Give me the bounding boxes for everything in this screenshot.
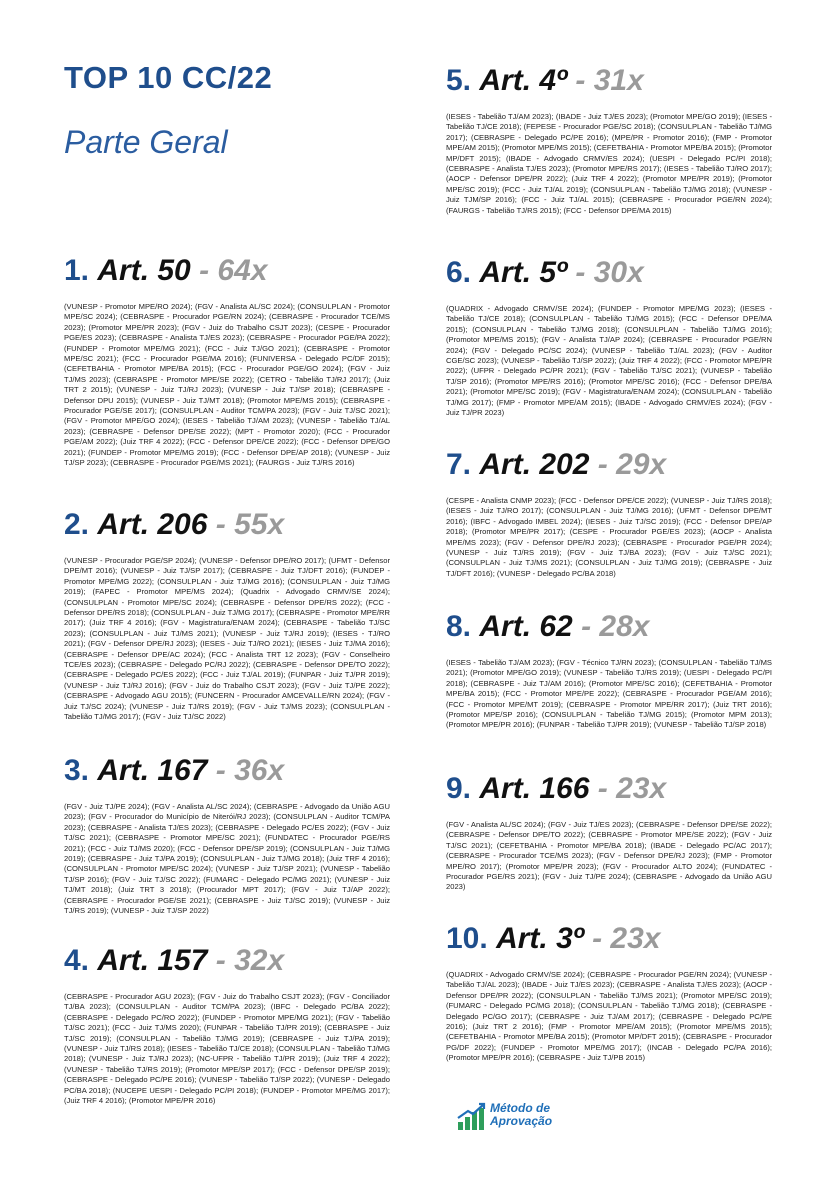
article-heading xyxy=(64,508,390,542)
article-rank: 6. xyxy=(446,256,472,289)
article-2 xyxy=(64,508,390,723)
article-rank: 9. xyxy=(446,772,472,805)
article-name: Art. 166 xyxy=(479,772,590,805)
article-rank: 7. xyxy=(446,448,472,481)
article-heading xyxy=(64,754,390,788)
article-name: Art. 4º xyxy=(479,64,568,97)
article-8 xyxy=(446,610,772,731)
article-name: Art. 62 xyxy=(479,610,573,643)
article-rank: 2. xyxy=(64,508,90,541)
article-3 xyxy=(64,754,390,916)
article-rank: 4. xyxy=(64,944,90,977)
article-7 xyxy=(446,448,772,579)
growth-chart-icon xyxy=(456,1102,486,1132)
article-references: (VUNESP - Promotor MPE/RO 2024); (FGV - Analista AL/SC 2024); (CONSULPLAN - Promotor MPE/SC 2024); (CEBRASPE - Procurador PGE/RN 2024); (CEBRASPE - Procurador TCE/MS 2023); (Promotor MPE/PR 2023); (FGV - Juiz do Trabalho CSJT 2023); (CESPE - Procurador PGE/ES 2023); (CEBRASPE - Analista TJ/ES 2023); (CEBRASPE - Procurador PGE/PA 2022); (FUNDEP - Promotor MPE/MG 2021); (FCC - Juiz TJ/GO 2021); (CEBRASPE - Promotor MPE/SC 2021); (FCC - Procurador PGE/MA 2016); (FUNIVERSA - Delegado PC/DF 2015); (CEFETBAHIA - Promotor MPE/BA 2015); (FCC - Procurador PGE/GO 2024); (FGV - Juiz TJ/MS 2023); (CEBRASPE - Promotor MPE/SE 2022); (CETRO - Tabelião TJ/RJ 2017); (Juiz TRT 2 2015); (VUNESP - Juiz TJ/RJ 2023); (VUNESP - Juiz TJ/SP 2018); (CEBRASPE - Defensor DPU 2015); (VUNESP - Juiz TJ/MT 2018); (Promotor MPE/MS 2015); (CEBRASPE - Procurador PGE/SE 2017); (CONSULPLAN - Auditor TCM/PA 2023); (FGV - Juiz TJ/SC 2021); (FGV - Promotor MPE/GO 2024); (IESES - Tabelião TJ/AM 2023); (VUNESP - Tabelião TJ/AL 2023); (CEBRASPE - Defensor DPE/SE 2022); (MPT - Promotor 2020); (FCC - Procurador PGE/AM 2022); (Juiz TRF 4 2022); (FCC - Defensor DPE/CE 2022); (FCC - Defensor DPE/GO 2021); (FUNDEP - Promotor MPE/MG 2019); (FCC - Defensor DPE/AP 2018); (VUNESP - Juiz TJ/SP 2023); (CEBRASPE - Procurador PGE/MS 2021); (FAURGS - Juiz TJ/RS 2016) xyxy=(64,302,390,468)
article-heading xyxy=(446,772,772,806)
article-6 xyxy=(446,256,772,418)
article-rank: 8. xyxy=(446,610,472,643)
article-references: (QUADRIX - Advogado CRMV/SE 2024); (FUNDEP - Promotor MPE/MG 2023); (IESES - Tabelião TJ/CE 2018); (CONSULPLAN - Tabelião TJ/MG 2015); (FCC - Defensor DPE/MA 2015); (CONSULPLAN - Tabelião TJ/MG 2018); (CONSULPLAN - Tabelião TJ/MG 2016); (Promotor MPE/MS 2015); (FGV - Analista TJ/AP 2024); (CEBRASPE - Procurador PGE/RN 2024); (FGV - Delegado PC/SC 2024); (VUNESP - Tabelião TJ/AL 2023); (FGV - Auditor CGE/SC 2023); (VUNESP - Tabelião TJ/SP 2022); (Juiz TRF 4 2022); (FCC - Promotor MPE/PR 2022); (UFPR - Delegado PC/PR 2021); (FGV - Tabelião TJ/SC 2021); (VUNESP - Tabelião TJ/SP 2016); (Promotor MPE/RS 2016); (Promotor MPE/SC 2016); (FCC - Defensor DPE/BA 2021); (Promotor MPE/SC 2019); (FGV - Magistratura/ENAM 2024); (CONSULPLAN - Tabelião TJ/MG 2017); (FMP - Promotor MPE/AM 2015); (IBADE - Advogado CRMV/ES 2024); (FGV - Juiz TJ/PR 2023) xyxy=(446,304,772,418)
brand-name-line2: Aprovação xyxy=(490,1114,553,1128)
article-count: - 30x xyxy=(575,256,644,289)
article-rank: 10. xyxy=(446,922,488,955)
article-count: - 55x xyxy=(215,508,285,541)
article-heading xyxy=(446,610,772,644)
article-count: - 31x xyxy=(575,64,644,97)
article-heading xyxy=(64,944,390,978)
article-count: - 29x xyxy=(597,448,667,481)
article-name: Art. 167 xyxy=(97,754,208,787)
article-heading xyxy=(446,922,772,956)
brand-logo xyxy=(456,1098,576,1136)
article-name: Art. 50 xyxy=(97,254,191,287)
article-references: (VUNESP - Procurador PGE/SP 2024); (VUNESP - Defensor DPE/RO 2017); (UFMT - Defensor DPE/MT 2016); (VUNESP - Juiz TJ/SP 2017); (CEBRASPE - Juiz TJ/DFT 2016); (FUNDEP - Promotor MPE/MG 2022); (CONSULPLAN - Juiz TJ/MG 2016); (CONSULPLAN - Juiz TJ/MG 2019); (FAPEC - Promotor MPE/MS 2024); (Quadrix - Advogado CRMV/SE 2024); (CONSULPLAN - Promotor MPE/SC 2024); (CEBRASPE - Defensor DPE/RS 2022); (FCC - Defensor DPE/RS 2018); (CONSULPLAN - Juiz TJ/MG 2017); (CEBRASPE - Promotor MPE/RR 2017); (Juiz TRF 4 2016); (FGV - Magistratura/ENAM 2024); (CEBRASPE - Tabelião TJ/SC 2023); (CONSULPLAN - Juiz TJ/MS 2021); (VUNESP - Juiz TJ/RJ 2019); (IESES - TJ/RO 2021); (FGV - Defensor DPE/RJ 2023); (IESES - Juiz TJ/RO 2021); (IESES - Juiz TJ/MA 2016); (CEBRASPE - Defensor DPE/AC 2024); (FCC - Analista TRT 12 2023); (FGV - Conselheiro TCE/ES 2023); (CEBRASPE - Delegado PC/RJ 2022); (CEBRASPE - Defensor DPE/TO 2022); (CEBRASPE - Delegado PC/ES 2022); (FCC - Juiz TJ/AL 2019); (FUNPAR - Juiz TJ/PR 2019); (VUNESP - Juiz TJ/RJ 2016); (FGV - Juiz do Trabalho CSJT 2023); (FGV - Juiz TJ/PE 2022); (CEBRASPE - Advogado AGU 2015); (FUNCERN - Procurador AMCEVALLE/RN 2024); (FGV - Juiz TJ/SC 2024); (VUNESP - Juiz TJ/RS 2019); (FGV - Juiz TJ/MS 2023); (CONSULPLAN - Tabelião TJ/MG 2017); (FGV - Juiz TJ/SC 2022) xyxy=(64,556,390,722)
article-references: (CESPE - Analista CNMP 2023); (FCC - Defensor DPE/CE 2022); (VUNESP - Juiz TJ/RS 2018); (IESES - Juiz TJ/RO 2017); (CONSULPLAN - Juiz TJ/MG 2016); (UFMT - Defensor DPE/MT 2016); (IBFC - Advogado IMBEL 2024); (IESES - Juiz TJ/SC 2019); (FCC - Defensor DPE/AP 2018); (Promotor MPE/PR 2017); (CESPE - Procurador PGE/ES 2023); (AOCP - Analista MPE/MS 2023); (FGV - Defensor DPE/RJ 2023); (CEBRASPE - Procurador PGE/PR 2024); (VUNESP - Juiz TJ/RS 2019); (FGV - Juiz TJ/BA 2023); (FGV - Juiz TJ/SC 2021); (CONSULPLAN - Juiz TJ/MS 2021); (CONSULPLAN - Juiz TJ/MG 2019); (CEBRASPE - Juiz TJ/DFT 2016); (VUNESP - Delegado PC/BA 2018) xyxy=(446,496,772,578)
article-references: (FGV - Analista AL/SC 2024); (FGV - Juiz TJ/ES 2023); (CEBRASPE - Defensor DPE/SE 2022); (CEBRASPE - Defensor DPE/TO 2022); (CEBRASPE - Promotor MPE/SE 2022); (FGV - Juiz TJ/SC 2021); (CEFETBAHIA - Promotor MPE/BA 2018); (IBADE - Delegado PC/AC 2017); (CEBRASPE - Procurador TCE/MS 2023); (FGV - Defensor DPE/RJ 2023); (FMP - Promotor MPE/RO 2017); (Promotor MPE/PR 2023); (FGV - Procurador ALTO 2024); (FUNDATEC - Procurador PGE/RS 2021); (FGV - Juiz TJ/PE 2024); (CEBRASPE - Advogado da União AGU 2023) xyxy=(446,820,772,892)
article-heading xyxy=(446,256,772,290)
page-subtitle: Parte Geral xyxy=(64,124,228,160)
article-count: - 23x xyxy=(597,772,667,805)
article-count: - 23x xyxy=(592,922,661,955)
article-count: - 28x xyxy=(581,610,650,643)
article-heading xyxy=(64,254,390,288)
brand-name xyxy=(490,1102,552,1128)
article-references: (IESES - Tabelião TJ/AM 2023); (FGV - Técnico TJ/RN 2023); (CONSULPLAN - Tabelião TJ/MS 2021); (Promotor MPE/GO 2019); (VUNESP - Tabelião TJ/RS 2019); (UESPI - Delegado PC/PI 2018); (CEBRASPE - Juiz TJ/AM 2016); (Promotor MPE/SC 2016); (CEFETBAHIA - Promotor MPE/BA 2015); (FCC - Promotor MPE/PE 2022); (CEBRASPE - Procurador PGE/AM 2016); (FCC - Promotor MPE/MT 2019); (CEBRASPE - Promotor MPE/RR 2017); (Juiz TRT 2016); (Promotor MPE/SP 2016); (CONSULPLAN - Tabelião TJ/MG 2015); (Promotor MPM 2013); (Promotor MPE/PR 2016); (FUNPAR - Tabelião TJ/PR 2019); (VUNESP - Tabelião TJ/SP 2018) xyxy=(446,658,772,730)
article-4 xyxy=(64,944,390,1106)
article-references: (FGV - Juiz TJ/PE 2024); (FGV - Analista AL/SC 2024); (CEBRASPE - Advogado da União AGU 2023); (FGV - Procurador do Município de Niterói/RJ 2023); (CONSULPLAN - Auditor TCM/PA 2023); (CEBRASPE - Analista TJ/ES 2023); (CEBRASPE - Delegado PC/ES 2022); (FGV - Juiz TJ/SC 2021); (CEBRASPE - Promotor MPE/SC 2021); (FUNDATEC - Procurador PGE/RS 2021); (FCC - Juiz TJ/MS 2020); (FCC - Defensor DPE/SP 2019); (CONSULPLAN - Juiz TJ/MG 2019); (CEBRASPE - Juiz TJ/PA 2019); (CONSULPLAN - Juiz TJ/MG 2018); (Juiz TRF 4 2016); (CONSULPLAN - Promotor MPE/SC 2024); (VUNESP - Juiz TJ/SP 2021); (VUNESP - Tabelião TJ/SP 2016); (FGV - Juiz TJ/SC 2022); (FUMARC - Delegado PC/MG 2021); (VUNESP - Juiz TJ/MT 2018); (Juiz TRT 3 2018); (Procurador MPT 2017); (FGV - Juiz TJ/AP 2022); (CEBRASPE - Procurador PGE/SE 2021); (CEBRASPE - Juiz TJ/SC 2019); (VUNESP - Juiz TJ/RS 2019); (VUNESP - Juiz TJ/SP 2022) xyxy=(64,802,390,916)
article-count: - 64x xyxy=(199,254,268,287)
brand-name-line1: Método de xyxy=(490,1101,550,1115)
article-heading xyxy=(446,448,772,482)
article-references: (QUADRIX - Advogado CRMV/SE 2024); (CEBRASPE - Procurador PGE/RN 2024); (VUNESP - Tabelião TJ/AL 2023); (IBADE - Juiz TJ/ES 2023); (CEBRASPE - Analista TJ/ES 2023); (AOCP - Defensor DPE/PR 2022); (CONSULPLAN - Tabelião TJ/MS 2021); (Promotor MPE/SC 2019); (FUMARC - Delegado PC/MG 2018); (CONSULPLAN - Tabelião TJ/MG 2018); (CEBRASPE - Delegado PC/GO 2017); (CEBRASPE - Juiz TJ/AM 2017); (CEBRASPE - Delegado PC/PE 2016); (Juiz TRT 2 2016); (FMP - Promotor MPE/AM 2015); (Promotor MPE/MS 2015); (CEFETBAHIA - Promotor MPE/BA 2015); (Promotor MP/DFT 2015); (CEBRASPE - Procurador PG/DF 2022); (FUNDEP - Promotor MPE/MG 2017); (INCAB - Delegado PC/PA 2016); (Promotor MPE/PR 2016); (CEBRASPE - Juiz TJ/PB 2015) xyxy=(446,970,772,1063)
article-rank: 5. xyxy=(446,64,472,97)
article-10 xyxy=(446,922,772,1064)
article-count: - 36x xyxy=(215,754,285,787)
article-name: Art. 5º xyxy=(479,256,568,289)
article-rank: 1. xyxy=(64,254,90,287)
page-title: TOP 10 CC/22 xyxy=(64,60,273,95)
article-1 xyxy=(64,254,390,469)
article-references: (IESES - Tabelião TJ/AM 2023); (IBADE - Juiz TJ/ES 2023); (Promotor MPE/GO 2019); (IESES - Tabelião TJ/CE 2018); (FEPESE - Procurador PGE/SC 2018); (CONSULPLAN - Tabelião TJ/MG 2017); (CEBRASPE - Delegado PC/PE 2016); (MPE/PR - Promotor 2016); (FMP - Promotor MPE/AM 2015); (Promotor MPE/MS 2015); (CEFETBAHIA - Promotor MPE/BA 2015); (Promotor MP/DFT 2015); (IBADE - Advogado CRMV/ES 2024); (UESPI - Delegado PC/PI 2018); (CEBRASPE - Analista TJ/ES 2023); (Promotor MPE/RS 2017); (IESES - Tabelião TJ/RO 2017); (AOCP - Defensor DPE/PR 2022); (Juiz TRF 4 2022); (Promotor MPE/PR 2019); (Promotor MPE/SC 2019); (FCC - Juiz TJ/AL 2019); (CONSULPLAN - Tabelião TJ/MG 2018); (VUNESP - Juiz TJM/SP 2016); (FCC - Juiz TJ/AL 2015); (CEBRASPE - Procurador PGE/RN 2024); (FAURGS - Tabelião TJ/RS 2015); (FCC - Defensor DPE/MA 2015) xyxy=(446,112,772,215)
article-count: - 32x xyxy=(215,944,285,977)
article-name: Art. 202 xyxy=(479,448,590,481)
article-rank: 3. xyxy=(64,754,90,787)
article-name: Art. 3º xyxy=(496,922,584,955)
article-9 xyxy=(446,772,772,893)
article-heading xyxy=(446,64,772,98)
article-name: Art. 157 xyxy=(97,944,208,977)
article-5 xyxy=(446,64,772,216)
article-name: Art. 206 xyxy=(97,508,208,541)
article-references: (CEBRASPE - Procurador AGU 2023); (FGV - Juiz do Trabalho CSJT 2023); (FGV - Conciliador TJ/BA 2023); (CONSULPLAN - Auditor TCM/PA 2023); (IBFC - Delegado PC/BA 2022); (CEBRASPE - Delegado PC/RO 2022); (FUNDEP - Promotor MPE/MG 2021); (FGV - Tabelião TJ/SC 2021); (FCC - Juiz TJ/MS 2020); (FUNPAR - Tabelião TJ/PR 2019); (CEBRASPE - Juiz TJ/SC 2019); (CONSULPLAN - Tabelião TJ/MG 2019); (CEBRASPE - Juiz TJ/PA 2019); (VUNESP - Juiz TJ/RS 2018); (IESES - Tabelião TJ/CE 2018); (CONSULPLAN - Tabelião TJ/MG 2018); (VUNESP - Juiz TJ/RJ 2023); (NC-UFPR - Tabelião TJ/PR 2019); (Juiz TRF 4 2022); (VUNESP - Tabelião TJ/RS 2019); (Promotor MPE/SP 2017); (FCC - Defensor DPE/SP 2019); (CEBRASPE - Delegado PC/PE 2016); (VUNESP - Tabelião TJ/SP 2022); (VUNESP - Delegado PC/BA 2018); (NUCEPE UESPI - Delegado PC/PI 2018); (FUNDEP - Promotor MPE/MG 2017); (Juiz TRF 4 2016); (Promotor MPE/PR 2016) xyxy=(64,992,390,1106)
